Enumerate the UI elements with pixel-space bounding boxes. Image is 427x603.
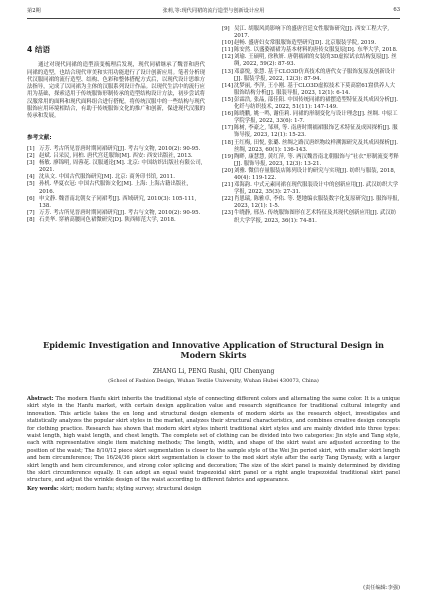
reference-text: 赵斌. 吕采民, 同柏. 唐代宫廷服饰[M]. 西安: 西安出版社, 2013. [39, 153, 193, 160]
reference-text: 赵畅. 盛唐妇女常服服饰造型研究[D]. 北京服装学院, 2019. [234, 40, 377, 47]
reference-number: [23] [222, 210, 234, 217]
reference-item [222, 26, 400, 40]
reference-item [222, 168, 400, 182]
reference-text: 陶畔, 康慧慧, 黄红萍, 等. 两汉魏晋南北朝服饰与“社衣”形制流变考释[J]. 服饰导报, 2023, 12(3): 13-21. [234, 153, 399, 167]
page-number: 63 [393, 7, 400, 13]
editor-note: (责任编辑:李强) [363, 585, 400, 591]
reference-number: [7] [27, 209, 35, 216]
reference-number: [2] [27, 153, 35, 160]
reference-text: 牛晓静, 邢丛. 传统服饰图形在艺术特征及其现代创新应用[J]. 武汉纺织大学学报, 2023, 36(1): 74-81. [234, 210, 397, 224]
reference-item [222, 54, 400, 68]
reference-number: [20] [222, 167, 234, 174]
english-title: Epidemic Investigation and Innovative Application of Structural Design in Modern Skirts [42, 340, 385, 360]
reference-number: [15] [222, 96, 234, 103]
reference-number: [3] [27, 160, 35, 167]
reference-text: 沈梦丽, 李洋, 王小刚. 基于CLO3D虚拟技术下莫高窟61窟供养人大服饰结构分析[J]. 服装导报, 2023, 12(1): 6-14. [234, 82, 396, 96]
header-rule [27, 18, 400, 19]
reference-item [27, 217, 205, 224]
reference-text: 石美华. 穿衲高腰同色裙微研究[D]. 陕西师范大学, 2018. [39, 216, 176, 223]
reference-number: [11] [222, 47, 234, 54]
abstract-text: The modern Hanfu skirt inherits the traditional style of connecting different colors and alternating the same color. It is a unique skirt style in the Hanfu market, with certain design application value and research significance for traditional cultural integrity and innovation. This article takes the en long and structural design elements of modern skirts as the research object, investigates and statistically analyzes the popular skirt styles in the market, analyzes their structural characteristics, and combines creative design concepts for clothing practice. Research has shown that modern skirt styles inherit traditional skirt styles and are mainly divided into three types: waist length, high waist length, and chest length. The complete set of clothing can be divided into two categories: Jin style and Tang style, each with representative single item matching methods; The length, width, and shape of the skirt waist are adjusted according to the position of the waist; The 8/10/12 piece skirt segmentation is closer to the sample style of the Wei Jin period skirt, with smaller skirt length and hem circumference; The 16/24/36 piece skirt segmentation is closer to the mod skirt style after the early Tang Dynasty, with a larger skirt length and hem circumference, and strong color splicing and decoration; The size of the skirt panel is mainly determined by dividing the skirt circumference equally. It can adopt an equal waist trapezoidal skirt panel or a right angle trapezoidal traditional skirt panel structure, and adjust the wrinkle design of the waist according to different fabrics and appearance. [27, 396, 400, 484]
issue-number: 第2期 [27, 8, 41, 14]
reference-item [27, 181, 205, 195]
reference-number: [17] [222, 125, 234, 132]
reference-item [222, 69, 400, 83]
reference-number: [12] [222, 54, 234, 61]
reference-number: [10] [222, 40, 234, 47]
reference-item [27, 210, 205, 217]
keywords-label: Key words: [27, 485, 59, 492]
reference-number: [14] [222, 82, 234, 89]
reference-text: 刘雅. 微信存量服装店陈列设计的研究与实现[J]. 纺织与服装, 2018, 40(4): 119-122. [234, 167, 396, 181]
english-abstract-block [27, 340, 400, 493]
reference-number: [16] [222, 111, 234, 118]
reference-list-left [27, 146, 205, 224]
reference-item [222, 140, 400, 154]
reference-text: 沈从文. 中国古代服饰研究[M]. 北京: 商务印书馆, 2011. [39, 174, 176, 181]
reference-number: [4] [27, 174, 35, 181]
reference-number: [19] [222, 153, 234, 160]
reference-text: 杨敏. 廖锦明, 周蓉花. 汉服通论[M]. 北京: 中国纺织出版社有限公司, 2021. [39, 160, 203, 174]
reference-text: 陈树, 李豪之, 邹琪, 等. 南唐时期襦裙服饰艺术特征及成因探析[J]. 服饰导报, 2023, 12(1): 15-23. [234, 125, 398, 139]
reference-item [222, 111, 400, 125]
reference-item [222, 83, 400, 97]
english-authors: ZHANG Li, PENG Rushi, QIU Chenyang [152, 368, 275, 375]
left-column [27, 26, 205, 224]
running-title: 张莉,等:现代同裙的流行造型与创新设计应用 [162, 8, 265, 14]
reference-item [222, 154, 400, 168]
conclusion-paragraph: 通过对现代同裙的造型演变梳理后发现，现代同裙继承了魏晋和唐代同裙的造型，也结合现代审美和实用功能进行了设计创新应用。笔者分析现代汉服同裙的流行造型、结构、色彩和整体搭配方式后，以现代设计思维方法指导，完成了以同裙为主体的汉服系列设计作品。以现代生活中的流行应用为基础，探索适用于传统服饰形制传承的造型结构设计方法，初步尝试将汉服常用的面料和现代面料组合进行搭配，将传统汉服中的一些结构与现代服饰应用环境相结合，有助于传统服饰文化的推广和创新，保进现代汉服的传承和发展。 [27, 62, 205, 120]
reference-text: 陈晓鹏, 姚一鸣, 谢佳莉. 同裙的形制变化与设计理念[J]. 丝绸. 中原工学院学报, 2022, 33(6): 1-7. [234, 111, 398, 125]
reference-text: 邓嘉悦, 张慧. 基于CLO3D仿真技术的唐代女子服饰复原及创新设计[J]. 服装学报, 2022, 12(3): 87-94. [234, 68, 396, 82]
reference-text: 肖恩瑞, 陈雅卓, 李佑. 等. 楚地编衣服装数字化复原研究[J]. 服饰导报, 2023, 12(1): 1-5. [234, 196, 400, 210]
reference-number: [22] [222, 196, 234, 203]
reference-text: 万芳. 考古所见晋唐时期同裙研究[J]. 考古与文物, 2010(2): 90-95. [39, 145, 201, 152]
reference-text: 孙机. 华夏衣冠: 中国古代服饰文化[M]. 上海: 上海古籍出版社, 2016. [39, 181, 189, 195]
english-affiliation: (School of Fashion Design, Wuhan Textile University, Wuhan Hubei 430073, China) [108, 378, 319, 384]
reference-text: 王红梅, 田悦, 张璐. 丝绸之路汉唐织物纹样溯源研究及其成因探析[J]. 丝绸, 2023, 60(1): 136-143. [234, 139, 398, 153]
reference-text: 吴江. 胡服风尚影响下的盛唐宫廷女性服饰研究[J]. 西安工程大学, 2017. [234, 26, 390, 40]
keywords-text: skirt; modern hanfu; styling survey; structural design [60, 485, 202, 492]
reference-number: [9] [222, 26, 230, 32]
reference-item [222, 97, 400, 111]
reference-text: 万芳. 考古所见晋唐时期同裙研究[J]. 考古与文物, 2010(2): 90-95. [39, 209, 201, 216]
english-keywords [27, 486, 400, 493]
reference-item [222, 196, 400, 210]
reference-item [27, 196, 205, 210]
reference-list-right [222, 26, 400, 225]
english-abstract [27, 396, 400, 485]
reference-text: 刘瑜. 王硕明, 徐秋妍. 唐朝襦裙的女装的3D虚拟试衣结构复原[J]. 丝绸, 2022, 59(2): 87-93. [234, 54, 397, 68]
reference-number: [6] [27, 195, 35, 202]
reference-number: [18] [222, 139, 234, 146]
reference-number: [21] [222, 182, 234, 189]
reference-item [222, 210, 400, 224]
running-header [0, 0, 427, 22]
reference-text: 陈安然. 以盛姿襦裙为基本材料的唐传女服复原[D]. 东华大学, 2018. [234, 47, 398, 54]
reference-item [27, 146, 205, 153]
reference-number: [13] [222, 68, 234, 75]
reference-number: [8] [27, 216, 35, 223]
reference-text: 邓海韵. 中式元素同裙在现代服装设计中的创新应用[J]. 武汉纺织大学学报, 2022, 35(3): 27-31. [234, 182, 399, 196]
reference-text: 彭霖浩, 张晶, 邵佳阳. 中国传统同裙的裙摆造型特征及其成因分析[J]. 化纤与纺织技术, 2022, 51(11): 147-149. [234, 96, 398, 111]
reference-number: [5] [27, 181, 35, 188]
references-heading: 参考文献: [27, 134, 52, 141]
reference-number: [1] [27, 145, 35, 152]
section-title: 4 结语 [27, 45, 51, 54]
right-column [222, 26, 400, 225]
reference-text: 申文静. 魏晋南北朝女子同裙考[J]. 西域研究, 2010(3): 105-111, 138. [39, 195, 197, 209]
reference-item [27, 160, 205, 174]
reference-item [222, 182, 400, 196]
reference-item [222, 125, 400, 139]
abstract-label: Abstract: [27, 396, 54, 402]
